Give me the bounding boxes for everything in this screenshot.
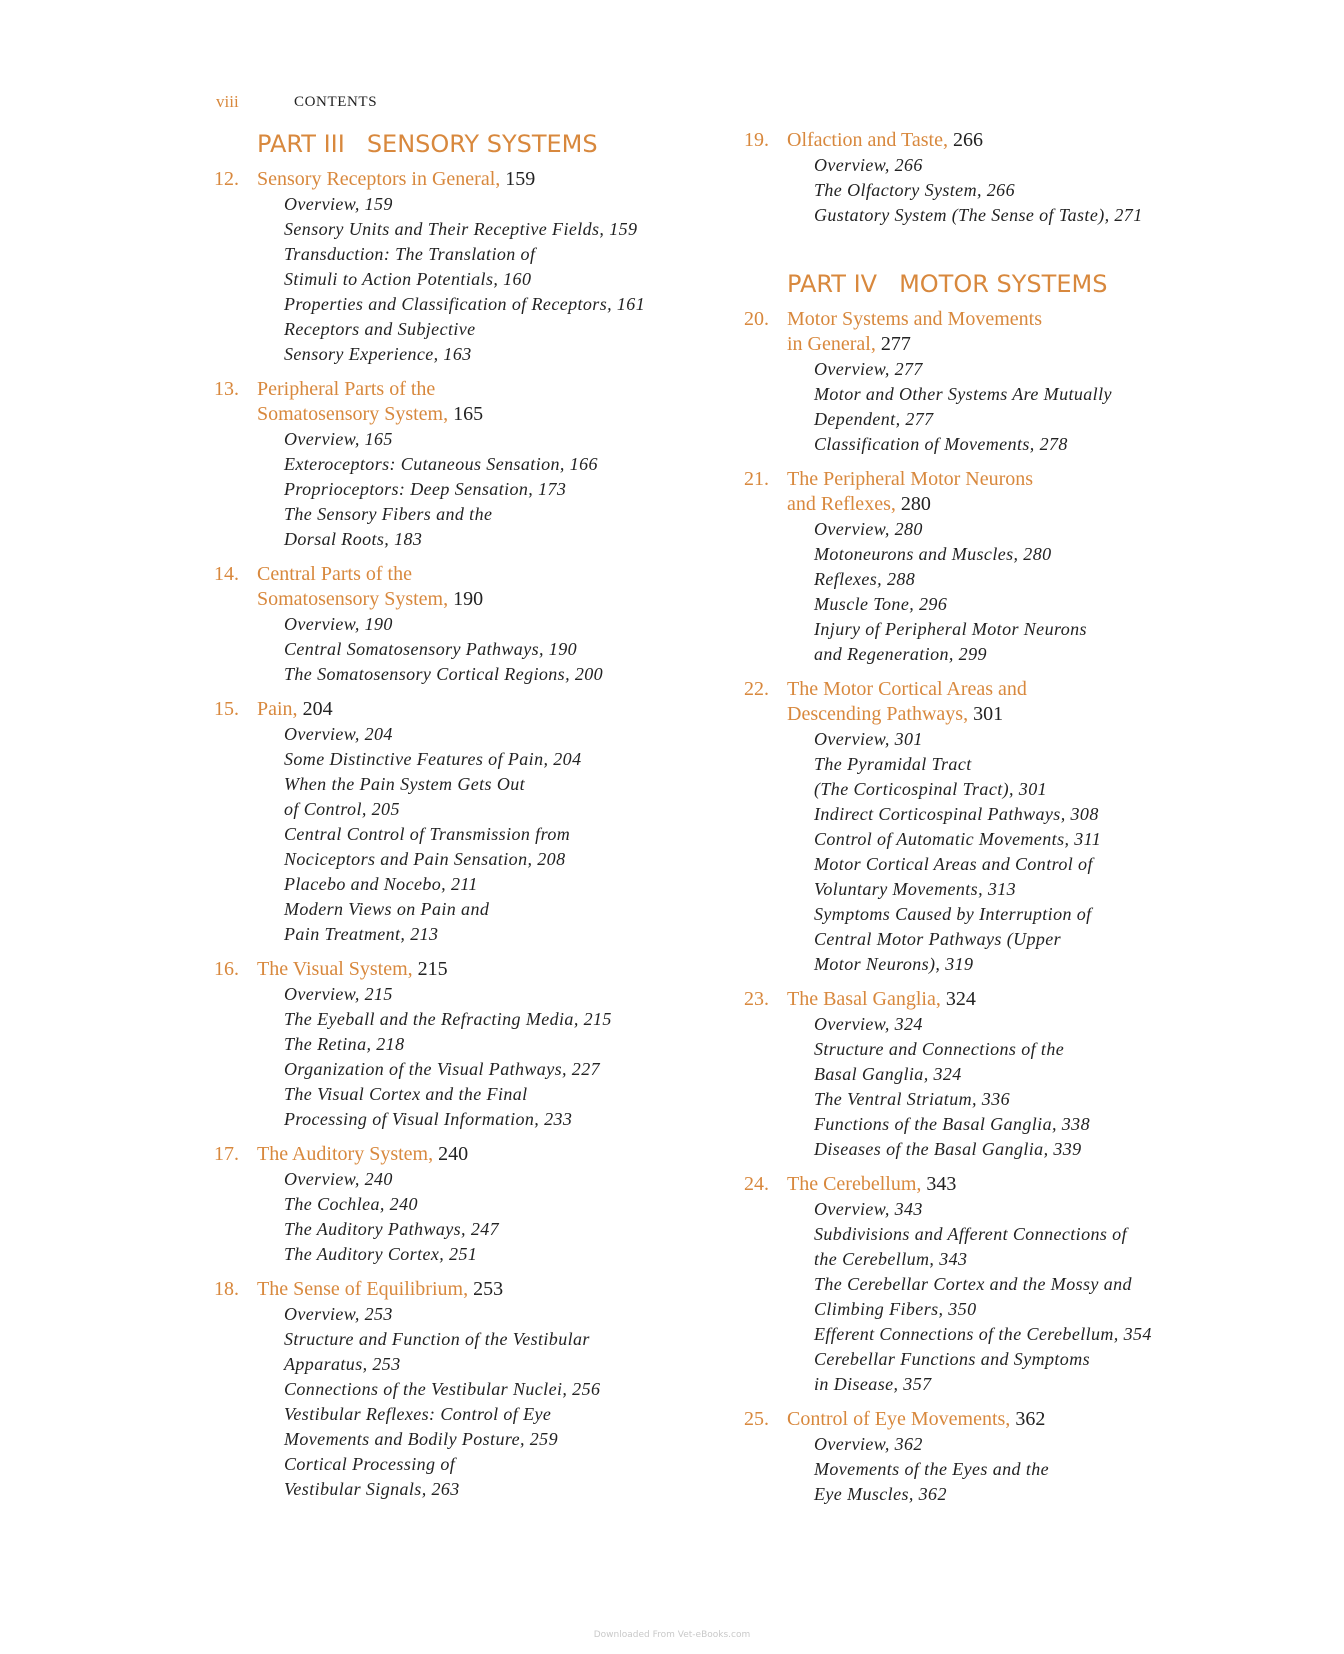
section-entry[interactable]: Overview, 301 [814,729,923,749]
section-entry[interactable]: Processing of Visual Information, 233 [284,1109,573,1129]
chapter-number: 14. [214,563,239,585]
chapter-title[interactable]: Olfaction and Taste, [787,129,948,151]
chapter-title[interactable]: Somatosensory System, [257,403,449,425]
chapter-title[interactable]: The Peripheral Motor Neurons [787,468,1034,490]
chapter-heading-line[interactable] [214,377,734,402]
section-entry[interactable]: Placebo and Nocebo, 211 [284,874,478,894]
chapter-page: 204 [297,698,333,720]
section-entry[interactable]: Structure and Function of the Vestibular [284,1329,590,1349]
download-watermark: Downloaded From Vet-eBooks.com [593,1630,751,1640]
part-heading [787,268,1224,300]
section-entry[interactable]: Overview, 215 [284,984,393,1004]
chapter-heading-line[interactable] [744,1407,1224,1432]
section-entry[interactable]: of Control, 205 [284,799,400,819]
section-entry[interactable]: Overview, 165 [284,429,393,449]
section-entry[interactable]: Vestibular Signals, 263 [284,1479,460,1499]
section-entry[interactable]: Vestibular Reflexes: Control of Eye [284,1404,552,1424]
section-entry[interactable]: Subdivisions and Afferent Connections of [814,1224,1127,1244]
section-entry[interactable]: Injury of Peripheral Motor Neurons [814,619,1087,639]
part-heading [257,128,734,160]
toc-chapter [744,307,1224,457]
chapter-page: 165 [448,403,484,425]
section-entry[interactable]: The Olfactory System, 266 [814,180,1015,200]
chapter-page: 190 [448,588,484,610]
running-title: CONTENTS [294,94,378,110]
toc-chapter [214,697,734,947]
section-entry[interactable]: Reflexes, 288 [814,569,916,589]
section-entry[interactable]: Overview, 280 [814,519,923,539]
chapter-heading-line[interactable] [214,562,734,587]
toc-chapter [744,987,1224,1162]
chapter-heading-line[interactable] [214,587,734,612]
section-entry[interactable]: Motor Neurons), 319 [814,954,974,974]
chapter-page: 277 [875,333,911,355]
section-entry[interactable]: The Sensory Fibers and the [284,504,493,524]
part-number: PART IV [787,270,878,298]
section-entry[interactable]: When the Pain System Gets Out [284,774,526,794]
chapter-page: 240 [433,1143,469,1165]
section-entry[interactable]: Central Somatosensory Pathways, 190 [284,639,577,659]
toc-chapter [214,377,734,552]
chapter-number: 15. [214,698,239,720]
chapter-title[interactable]: Pain, [257,698,298,720]
page-number: viii [216,92,239,111]
section-entry[interactable]: Receptors and Subjective [284,319,476,339]
chapter-number: 19. [744,129,769,151]
section-entry[interactable]: (The Corticospinal Tract), 301 [814,779,1048,799]
chapter-title[interactable]: and Reflexes, [787,493,896,515]
chapter-number: 12. [214,168,239,190]
section-entry[interactable]: The Cerebellar Cortex and the Mossy and [814,1274,1132,1294]
chapter-heading-line[interactable] [744,1172,1224,1197]
section-entry[interactable]: Eye Muscles, 362 [814,1484,947,1504]
section-entry[interactable]: The Somatosensory Cortical Regions, 200 [284,664,604,684]
section-entry[interactable]: The Eyeball and the Refracting Media, 215 [284,1009,612,1029]
chapter-number: 23. [744,988,769,1010]
chapter-number: 16. [214,958,239,980]
section-entry[interactable]: Overview, 240 [284,1169,393,1189]
section-entry[interactable]: Voluntary Movements, 313 [814,879,1017,899]
section-entry[interactable]: Control of Automatic Movements, 311 [814,829,1102,849]
chapter-heading-line[interactable] [214,167,734,192]
chapter-page: 301 [968,703,1004,725]
toc-chapter [744,128,1224,228]
chapter-heading-line[interactable] [744,702,1224,727]
section-entry[interactable]: The Ventral Striatum, 336 [814,1089,1011,1109]
section-entry[interactable]: Sensory Experience, 163 [284,344,472,364]
chapter-heading-line[interactable] [214,1277,734,1302]
section-entry[interactable]: Functions of the Basal Ganglia, 338 [814,1114,1090,1134]
chapter-heading-line[interactable] [744,332,1224,357]
chapter-title[interactable]: The Sense of Equilibrium, [257,1278,469,1300]
chapter-heading-line[interactable] [744,467,1224,492]
part-spacer [214,160,734,167]
toc-chapter [214,1142,734,1267]
section-entry[interactable]: Indirect Corticospinal Pathways, 308 [814,804,1099,824]
chapter-title[interactable]: The Cerebellum, [787,1173,922,1195]
section-entry[interactable]: Central Control of Transmission from [284,824,571,844]
toc-chapter [214,957,734,1132]
chapter-page: 253 [468,1278,504,1300]
section-entry[interactable]: Basal Ganglia, 324 [814,1064,962,1084]
chapter-heading-line[interactable] [214,957,734,982]
section-entry[interactable]: Climbing Fibers, 350 [814,1299,977,1319]
section-entry[interactable]: Overview, 204 [284,724,393,744]
section-entry[interactable]: Gustatory System (The Sense of Taste), 271 [814,205,1143,225]
section-entry[interactable]: the Cerebellum, 343 [814,1249,968,1269]
chapter-heading-line[interactable] [214,402,734,427]
section-entry[interactable]: Some Distinctive Features of Pain, 204 [284,749,582,769]
chapter-title[interactable]: Somatosensory System, [257,588,449,610]
section-entry[interactable]: Motor Cortical Areas and Control of [814,854,1093,874]
chapter-page: 159 [500,168,536,190]
chapter-page: 343 [921,1173,957,1195]
section-entry[interactable]: Central Motor Pathways (Upper [814,929,1062,949]
section-entry[interactable]: and Regeneration, 299 [814,644,987,664]
section-entry[interactable]: Overview, 343 [814,1199,923,1219]
chapter-heading-line[interactable] [744,128,1224,153]
section-entry[interactable]: Organization of the Visual Pathways, 227 [284,1059,600,1079]
section-entry[interactable]: Classification of Movements, 278 [814,434,1068,454]
section-entry[interactable]: Movements of the Eyes and the [814,1459,1050,1479]
section-entry[interactable]: Proprioceptors: Deep Sensation, 173 [284,479,567,499]
section-entry[interactable]: The Auditory Cortex, 251 [284,1244,478,1264]
section-entry[interactable]: Sensory Units and Their Receptive Fields, 159 [284,219,638,239]
chapter-title[interactable]: Peripheral Parts of the [257,378,436,400]
section-entry[interactable]: Stimuli to Action Potentials, 160 [284,269,532,289]
section-entry[interactable]: Muscle Tone, 296 [814,594,948,614]
right-column [744,128,1224,1517]
chapter-page: 280 [895,493,931,515]
toc-chapter [214,562,734,687]
section-entry[interactable]: Dependent, 277 [814,409,934,429]
toc-chapter [744,467,1224,667]
chapter-title[interactable]: The Auditory System, [257,1143,434,1165]
section-entry[interactable]: The Pyramidal Tract [814,754,972,774]
part-number: PART III [257,130,345,158]
toc-chapter [214,167,734,367]
chapter-heading-line[interactable] [214,697,734,722]
chapter-title[interactable]: The Basal Ganglia, [787,988,941,1010]
chapter-number: 25. [744,1408,769,1430]
section-entry[interactable]: Dorsal Roots, 183 [284,529,423,549]
chapter-title[interactable]: Motor Systems and Movements [787,308,1042,330]
chapter-title[interactable]: Control of Eye Movements, [787,1408,1011,1430]
chapter-title[interactable]: Central Parts of the [257,563,412,585]
toc-chapter [214,1277,734,1502]
left-column [214,128,734,1512]
section-entry[interactable]: Motoneurons and Muscles, 280 [814,544,1052,564]
section-entry[interactable]: Nociceptors and Pain Sensation, 208 [284,849,566,869]
chapter-heading-line[interactable] [744,307,1224,332]
chapter-number: 13. [214,378,239,400]
section-entry[interactable]: Overview, 159 [284,194,393,214]
chapter-number: 21. [744,468,769,490]
section-entry[interactable]: Modern Views on Pain and [284,899,490,919]
section-entry[interactable]: Transduction: The Translation of [284,244,536,264]
chapter-number: 18. [214,1278,239,1300]
section-entry[interactable]: in Disease, 357 [814,1374,932,1394]
chapter-page: 215 [412,958,448,980]
section-entry[interactable]: Overview, 324 [814,1014,923,1034]
section-entry[interactable]: The Auditory Pathways, 247 [284,1219,500,1239]
section-entry[interactable]: Overview, 253 [284,1304,393,1324]
part-spacer [744,300,1224,307]
section-entry[interactable]: Overview, 266 [814,155,923,175]
chapter-page: 266 [947,129,983,151]
chapter-number: 22. [744,678,769,700]
section-entry[interactable]: The Cochlea, 240 [284,1194,418,1214]
section-entry[interactable]: Motor and Other Systems Are Mutually [814,384,1112,404]
chapter-title[interactable]: Descending Pathways, [787,703,969,725]
part-title: MOTOR SYSTEMS [899,270,1108,298]
section-entry[interactable]: The Visual Cortex and the Final [284,1084,528,1104]
chapter-title[interactable]: The Motor Cortical Areas and [787,678,1027,700]
section-entry[interactable]: Overview, 277 [814,359,923,379]
section-entry[interactable]: Symptoms Caused by Interruption of [814,904,1092,924]
section-entry[interactable]: Overview, 362 [814,1434,923,1454]
section-entry[interactable]: Apparatus, 253 [284,1354,401,1374]
chapter-title[interactable]: Sensory Receptors in General, [257,168,501,190]
chapter-heading-line[interactable] [744,987,1224,1012]
chapter-title[interactable]: The Visual System, [257,958,413,980]
chapter-number: 24. [744,1173,769,1195]
section-entry[interactable]: Efferent Connections of the Cerebellum, 354 [814,1324,1152,1344]
section-entry[interactable]: Pain Treatment, 213 [284,924,439,944]
toc-chapter [744,1407,1224,1507]
part-title: SENSORY SYSTEMS [366,130,598,158]
section-entry[interactable]: Diseases of the Basal Ganglia, 339 [814,1139,1082,1159]
chapter-page: 324 [940,988,976,1010]
chapter-heading-line[interactable] [744,492,1224,517]
section-entry[interactable]: The Retina, 218 [284,1034,405,1054]
section-entry[interactable]: Movements and Bodily Posture, 259 [284,1429,558,1449]
toc-chapter [744,1172,1224,1397]
chapter-number: 17. [214,1143,239,1165]
section-entry[interactable]: Properties and Classification of Receptors, 161 [284,294,646,314]
chapter-heading-line[interactable] [214,1142,734,1167]
section-entry[interactable]: Structure and Connections of the [814,1039,1065,1059]
chapter-page: 362 [1010,1408,1046,1430]
section-entry[interactable]: Cerebellar Functions and Symptoms [814,1349,1091,1369]
chapter-heading-line[interactable] [744,677,1224,702]
chapter-title[interactable]: in General, [787,333,876,355]
section-entry[interactable]: Connections of the Vestibular Nuclei, 256 [284,1379,601,1399]
toc-chapter [744,677,1224,977]
chapter-number: 20. [744,308,769,330]
section-entry[interactable]: Cortical Processing of [284,1454,456,1474]
section-entry[interactable]: Overview, 190 [284,614,393,634]
section-entry[interactable]: Exteroceptors: Cutaneous Sensation, 166 [284,454,598,474]
